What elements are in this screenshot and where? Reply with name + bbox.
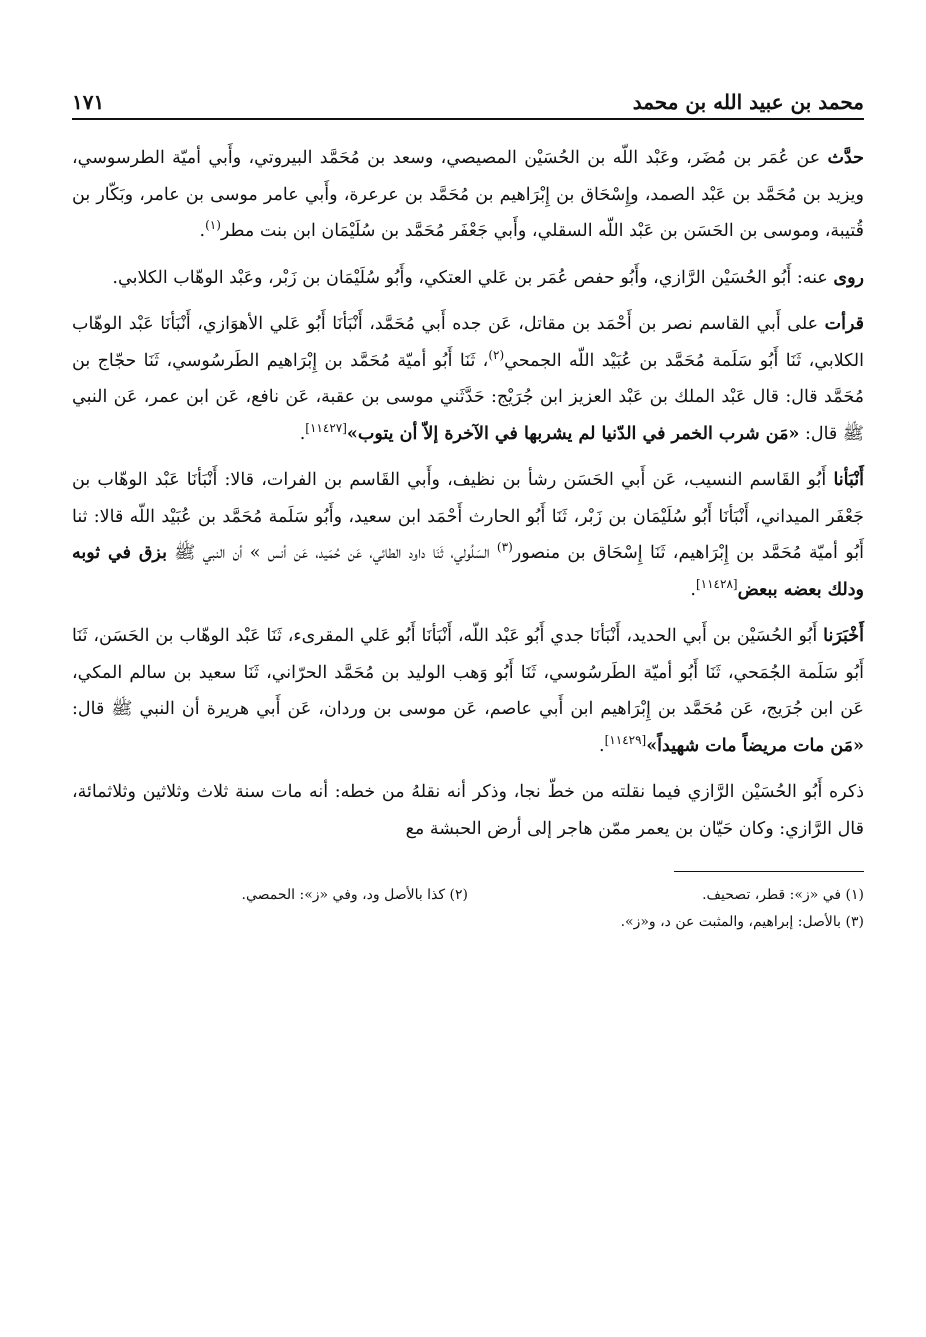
hadith-text: «مَن شرب الخمر في الدّنيا لم يشربها في الآخرة إلاّ أن يتوب» xyxy=(346,423,800,444)
paragraph-narrated xyxy=(72,140,864,250)
paragraph-text: ، ثَنَا أَبُو أميّة مُحَمَّد بن إِبْرَاهيم الطَرسُوسي، ثَنَا حجّاج بن مُحَمَّد قال: قال عَبْد الملك بن عَبْد العزيز ابن جُرَيْج: حَدَّثَني موسى بن عقبة، عَن نافع، عَن ابن عمر، عَن النبي ﷺ قال: xyxy=(72,350,864,444)
paragraph-tail: . xyxy=(299,423,306,444)
paragraph-text: أَبُو القَاسم النسيب، عَن أَبي الحَسَن رشأ بن نظيف، وأَبي القَاسم بن الفرات، قالا: أَنْبَأنَا عَبْد الوهّاب بن جَعْفَر الميداني، أَنْبَأنَا أَبُو سُلَيْمَان بن زَبْر، ثَنَا أَبُو الحارث أَحْمَد ابن سعيد، وأَبُو سَلَمة مُحَمَّد بن عُبَيْد اللّه قالا: ثنا أَبُو أميّة مُحَمَّد بن إِبْرَاهيم، ثَنَا إِسْحَاق بن منصور xyxy=(72,470,864,563)
footnote-1: (١) في «ز»: قطر، تصحيف. xyxy=(702,887,864,903)
paragraph-mention xyxy=(72,774,864,847)
hadith-number: [١١٤٢٨] xyxy=(695,576,738,591)
paragraph-lead: قرأت xyxy=(824,314,864,334)
footnote-2: (٢) كذا بالأصل ود، وفي «ز»: الحمصي. xyxy=(241,887,468,903)
hadith-number: [١١٤٢٩] xyxy=(604,732,647,747)
paragraph-text: السَلُولي، ثَنَا داود الطائي، عَن حُمَيد، عَن أنس » أن النبي ﷺ xyxy=(166,543,497,563)
hadith-text: بزق في ثوبه ودلك بعضه ببعض xyxy=(72,543,864,600)
page-number: ١٧١ xyxy=(72,90,105,114)
running-head xyxy=(72,78,864,120)
paragraph-lead: روى xyxy=(833,267,864,288)
paragraph-lead: حدَّث xyxy=(827,148,864,168)
paragraph-text: ذكره أَبُو الحُسَيْن الرَّازي فيما نقلته من خطّ نجا، وذكر أنه نقلهُ من خطه: أنه مات سنة ثلاث وثلاثين وثلاثمائة، قال الرَّازي: وكان حَيّان بن يعمر ممّن هاجر إلى أرض الحبشة مع xyxy=(72,782,864,839)
hadith-text: «مَن مات مريضاً مات شهيداً» xyxy=(646,735,864,756)
paragraph-tail: . xyxy=(690,579,696,600)
paragraph-read xyxy=(72,306,864,452)
paragraph-transmitters xyxy=(72,260,864,297)
paragraph-text: على أَبي القاسم نصر بن أَحْمَد بن مقاتل، عَن جده أَبي مُحَمَّد، أَنْبَأنَا أَبُو عَلي الأهوَازي، أَنْبَأنَا عَبْد الوهّاب الكلابي، ثَنَا أَبُو سَلَمة مُحَمَّد بن عُبَيْد اللّه الجمحي xyxy=(72,314,864,371)
paragraph-tail: . xyxy=(599,735,605,756)
paragraph-text: عن عُمَر بن مُضَر، وعَبْد اللّه بن الحُسَيْن المصيصي، وسعد بن مُحَمَّد البيروتي، وأَبي أميّة الطرسوسي، ويزيد بن مُحَمَّد بن عَبْد الصمد، وإِسْحَاق بن إِبْرَاهيم بن مُحَمَّد بن عرعرة، وأَبي عامر موسى بن عامر، وبَكّار بن قُتيبة، وموسى بن الحَسَن بن عَبْد اللّه السقلي، وأَبي جَعْفَر مُحَمَّد بن سُلَيْمَان ابن بنت مطر xyxy=(72,148,864,241)
footnotes xyxy=(72,882,864,936)
footnote-ref: (٣) xyxy=(496,540,513,555)
paragraph-text: أَبُو الحُسَيْن بن أَبي الحديد، أَنْبَأنَا جدي أَبُو عَبْد اللّه، أَنْبَأنَا أَبُو عَلي المقرىء، ثَنَا عَبْد الوهّاب بن الحَسَن، ثَنَا أَبُو سَلَمة الجُمَحي، ثَنَا أَبُو أميّة الطَرسُوسي، ثَنَا أَبُو وَهب الوليد بن مُحَمَّد الحرّاني، ثَنَا سعيد بن سالم المكي، عَن ابن جُرَيج، عَن مُحَمَّد بن إِبْرَاهيم ابن أَبي عاصم، عَن موسى بن وردان، عَن أَبي هريرة أن النبي ﷺ قال: xyxy=(72,626,864,719)
hadith-number: [١١٤٢٧] xyxy=(305,420,347,435)
footnote-divider xyxy=(674,871,864,872)
body-text xyxy=(72,140,864,847)
running-title: محمد بن عبيد الله بن محمد xyxy=(632,90,864,114)
footnote-row xyxy=(72,909,864,936)
paragraph-informed xyxy=(72,462,864,608)
paragraph-lead: أَنْبَأنا xyxy=(833,470,864,490)
paragraph-lead: أَخْبَرَنا xyxy=(823,626,864,646)
paragraph-told xyxy=(72,618,864,764)
footnote-ref: (١) xyxy=(205,218,221,233)
footnote-3: (٣) بالأصل: إبراهيم، والمثبت عن د، و«ز». xyxy=(620,914,864,930)
book-page xyxy=(72,78,864,936)
footnote-ref: (٢) xyxy=(488,347,505,362)
paragraph-text: عنه: أَبُو الحُسَيْن الرَّازي، وأَبُو حفص عُمَر بن عَلي العتكي، وأَبُو سُلَيْمَان بن زَبْر، وعَبْد الوهّاب الكلابي. xyxy=(112,267,834,288)
paragraph-tail: . xyxy=(199,221,206,241)
footnote-row xyxy=(72,882,864,909)
